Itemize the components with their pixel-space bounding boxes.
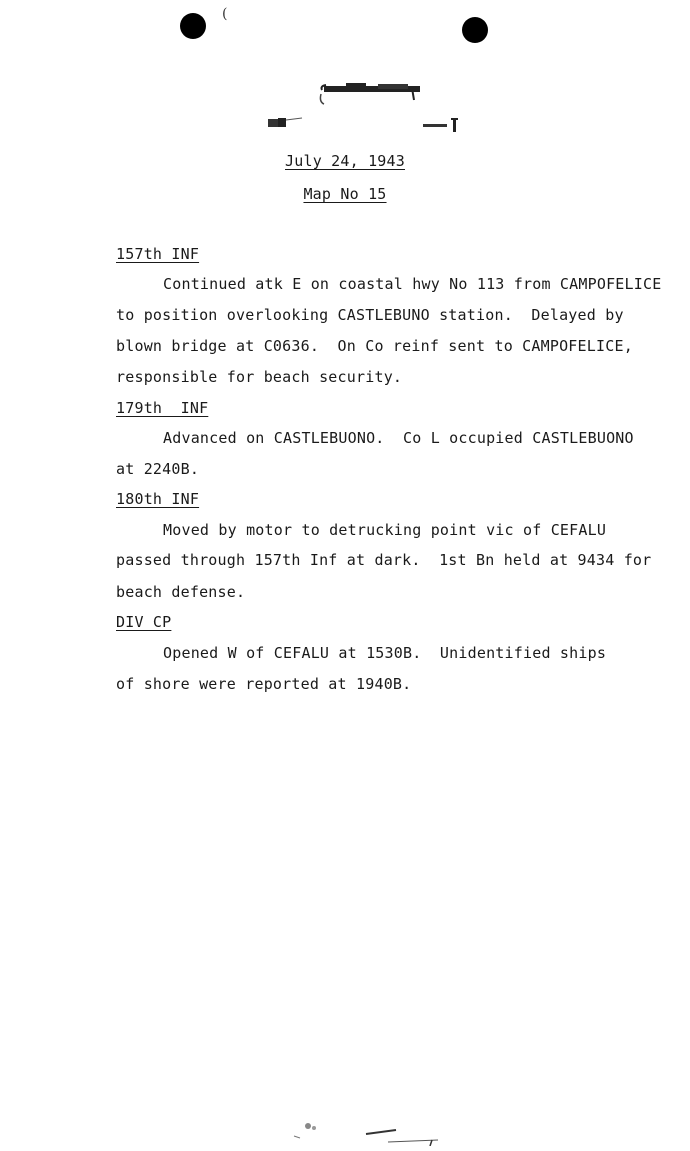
text-line: Continued atk E on coastal hwy No 113 from CAMPOFELICE	[163, 275, 662, 293]
text-line: Moved by motor to detrucking point vic of CEFALU	[163, 521, 607, 539]
punch-hole-right	[462, 17, 488, 43]
text-line: passed through 157th Inf at dark. 1st Bn held at 9434 for	[116, 551, 652, 569]
struck-mark-right	[423, 117, 459, 136]
section-heading: DIV CP	[116, 613, 172, 631]
bottom-smudge-marks	[288, 1116, 448, 1146]
text-line: Opened W of CEFALU at 1530B. Unidentified ships	[163, 644, 607, 662]
text-line: responsible for beach security.	[116, 368, 403, 386]
text-line: Advanced on CASTLEBUONO. Co L occupied CASTLEBUONO	[163, 429, 634, 447]
punch-hole-left	[180, 13, 206, 39]
struck-mark-left	[268, 116, 304, 133]
section-heading: 157th INF	[116, 245, 200, 263]
section-heading: 180th INF	[116, 490, 200, 508]
map-number: Map No 15	[303, 185, 387, 203]
text-line: blown bridge at C0636. On Co reinf sent to CAMPOFELICE,	[116, 337, 633, 355]
document-date: July 24, 1943	[285, 152, 405, 170]
stray-mark: (	[222, 6, 228, 22]
text-line: to position overlooking CASTLEBUNO station. Delayed by	[116, 306, 624, 324]
text-line: at 2240B.	[116, 460, 200, 478]
section-heading: 179th INF	[116, 399, 209, 417]
text-line: of shore were reported at 1940B.	[116, 675, 412, 693]
text-line: beach defense.	[116, 583, 246, 601]
struck-classification-mark	[316, 80, 422, 110]
